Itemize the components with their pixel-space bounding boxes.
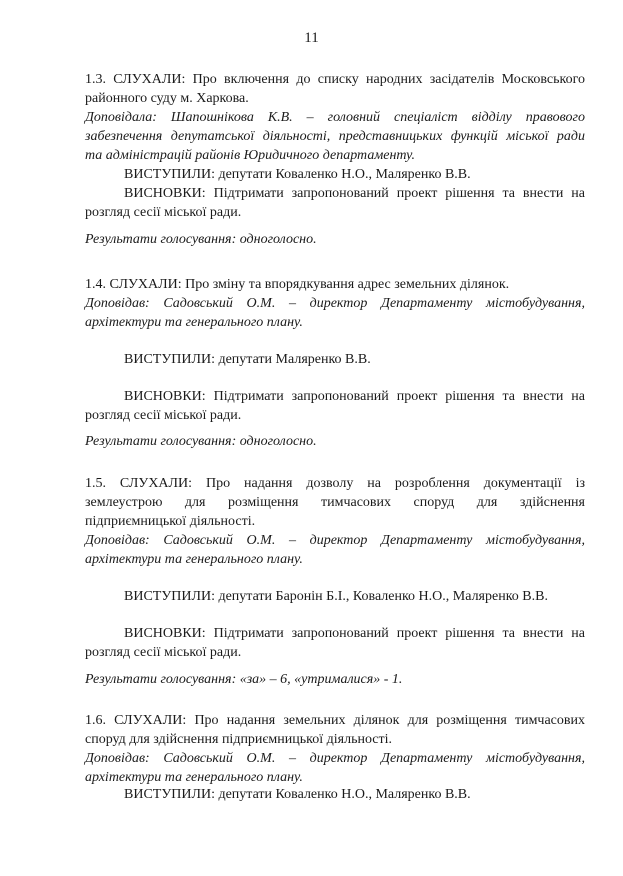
item-heading-line: споруд для здійснення підприємницької діяльності.	[85, 732, 393, 747]
speaker-line: архітектури та генерального плану.	[85, 315, 303, 330]
vote-result: Результати голосування: «за» – 6, «утрималися» - 1.	[85, 672, 403, 687]
spoke-line: ВИСТУПИЛИ: депутати Маляренко В.В.	[124, 352, 371, 367]
spoke-line: ВИСТУПИЛИ: депутати Баронін Б.І., Коваленко Н.О., Маляренко В.В.	[124, 589, 548, 604]
speaker-line: забезпечення депутатської діяльності, представницьких функцій міської ради	[85, 129, 585, 144]
vote-result: Результати голосування: одноголосно.	[85, 434, 317, 449]
item-heading-line: підприємницької діяльності.	[85, 514, 256, 529]
spoke-line: ВИСТУПИЛИ: депутати Коваленко Н.О., Маляренко В.В.	[124, 787, 471, 802]
speaker-line: архітектури та генерального плану.	[85, 552, 303, 567]
speaker-line: Доповідав: Садовський О.М. – директор Департаменту містобудування,	[85, 751, 585, 766]
conclusion-line: розгляд сесії міської ради.	[85, 408, 242, 423]
conclusion-line: розгляд сесії міської ради.	[85, 205, 242, 220]
item-heading-line: землеустрою для розміщення тимчасових споруд для здійснення	[85, 495, 585, 510]
item-heading-line: 1.3. СЛУХАЛИ: Про включення до списку народних засідателів Московського	[85, 72, 585, 87]
item-heading-line: 1.5. СЛУХАЛИ: Про надання дозволу на розроблення документації із	[85, 476, 585, 491]
speaker-line: Доповідала: Шапошнікова К.В. – головний спеціаліст відділу правового	[85, 110, 585, 125]
spoke-line: ВИСТУПИЛИ: депутати Коваленко Н.О., Маляренко В.В.	[124, 167, 471, 182]
speaker-line: Доповідав: Садовський О.М. – директор Департаменту містобудування,	[85, 296, 585, 311]
conclusion-line: ВИСНОВКИ: Підтримати запропонований проект рішення та внести на	[124, 389, 585, 404]
item-heading-line: 1.4. СЛУХАЛИ: Про зміну та впорядкування адрес земельних ділянок.	[85, 277, 510, 292]
item-heading-line: 1.6. СЛУХАЛИ: Про надання земельних ділянок для розміщення тимчасових	[85, 713, 585, 728]
conclusion-line: ВИСНОВКИ: Підтримати запропонований проект рішення та внести на	[124, 626, 585, 641]
speaker-line: Доповідав: Садовський О.М. – директор Департаменту містобудування,	[85, 533, 585, 548]
item-heading-line: районного суду м. Харкова.	[85, 91, 249, 106]
conclusion-line: розгляд сесії міської ради.	[85, 645, 242, 660]
vote-result: Результати голосування: одноголосно.	[85, 232, 317, 247]
page-number: 11	[304, 30, 319, 46]
speaker-line: та адміністрацій районів Юридичного департаменту.	[85, 148, 416, 163]
conclusion-line: ВИСНОВКИ: Підтримати запропонований проект рішення та внести на	[124, 186, 585, 201]
speaker-line: архітектури та генерального плану.	[85, 770, 303, 785]
